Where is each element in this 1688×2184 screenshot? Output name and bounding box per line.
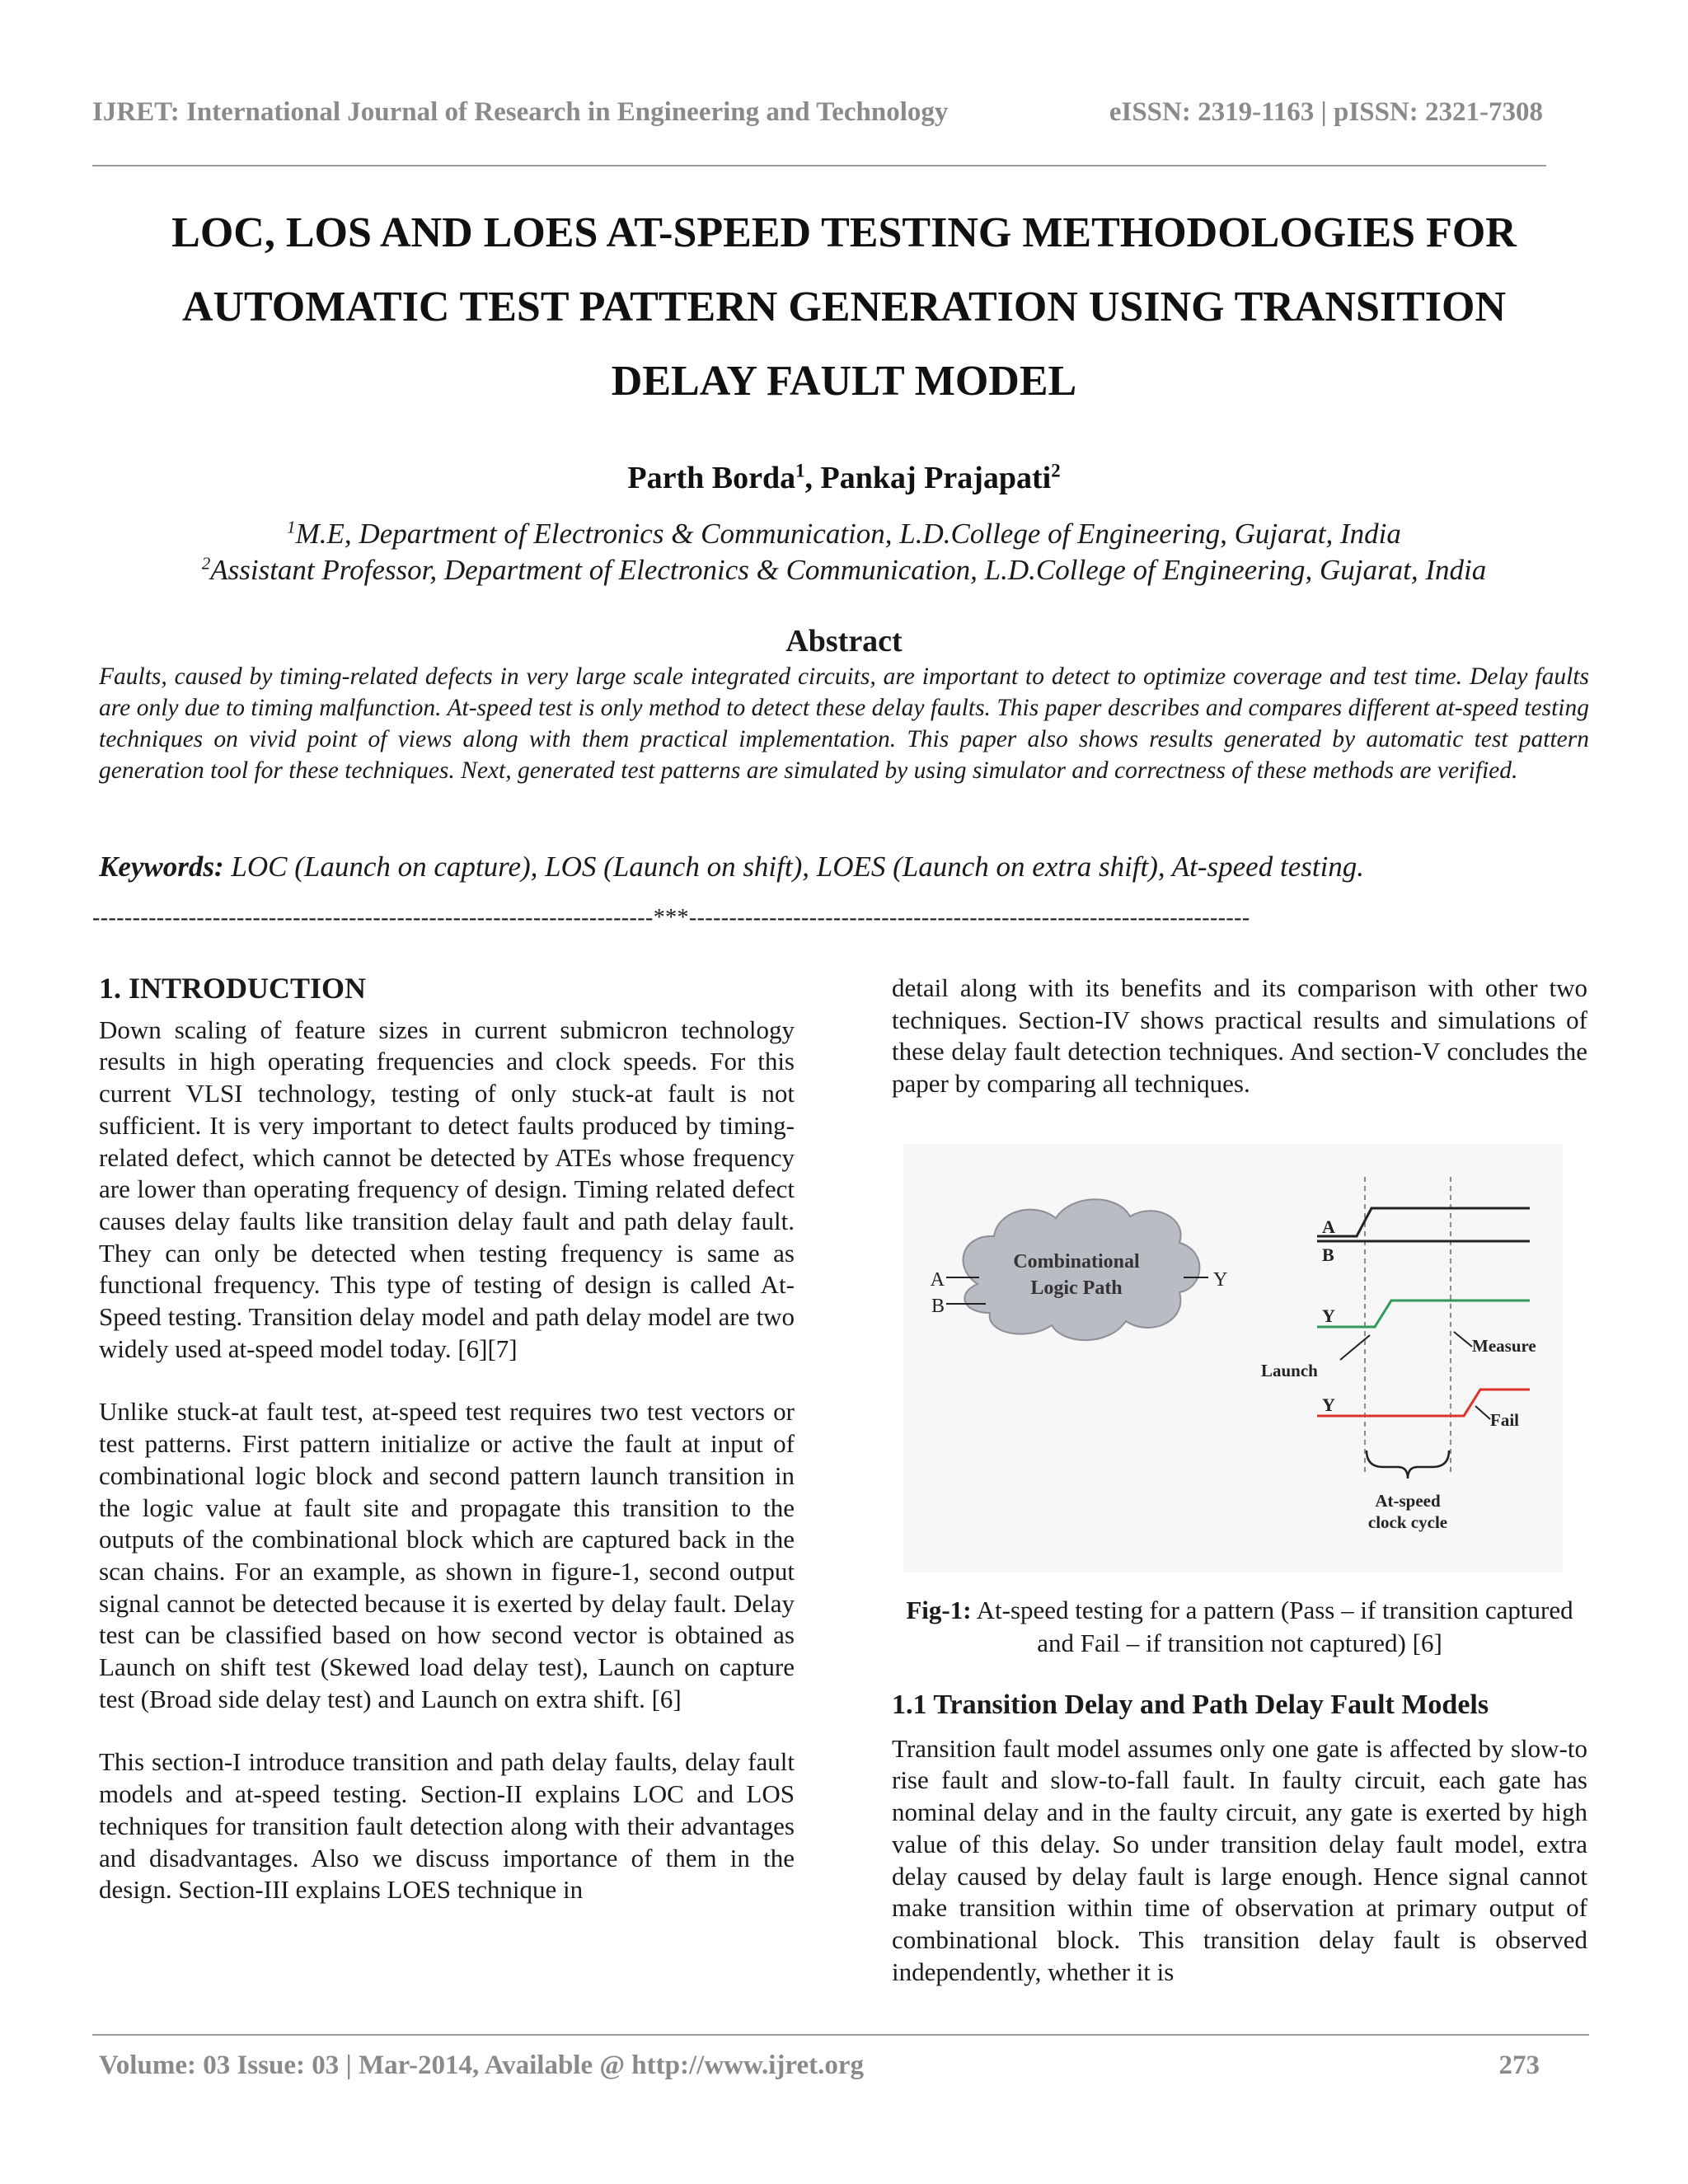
measure-arrow xyxy=(1454,1332,1472,1347)
right-column-bottom xyxy=(892,1690,1587,2019)
author-name: Parth Borda xyxy=(627,461,796,495)
wave-y-pass xyxy=(1317,1301,1530,1327)
cloud-label: Logic Path xyxy=(1030,1277,1123,1299)
measure-label: Measure xyxy=(1472,1336,1536,1356)
fail-arrow xyxy=(1475,1406,1490,1419)
figure-diagram xyxy=(903,1144,1563,1572)
author-sup: 2 xyxy=(1051,460,1061,481)
paragraph: Transition fault model assumes only one gate is affected by slow-to rise fault and slow-to-fall fault. In faulty circuit, each gate has nominal delay and in the faulty circuit, any gate is exerted by high value of this delay. So under transition delay fault model, extra delay caused by delay fault is large enough. Hence signal cannot make transition within time of observation at primary output of combinational block. This transition delay fault is observed independently, whether it is xyxy=(892,1733,1587,1986)
author-separator: , xyxy=(804,461,821,495)
output-y-label: Y xyxy=(1213,1269,1228,1291)
wave-y1-label: Y xyxy=(1322,1305,1335,1326)
launch-arrow xyxy=(1340,1335,1370,1360)
caption-label: Fig-1: xyxy=(906,1596,972,1624)
affiliation-text: M.E, Department of Electronics & Communication, L.D.College of Engineering, Gujarat, India xyxy=(295,518,1401,550)
wave-a-label: A xyxy=(1322,1216,1335,1237)
page-number: 273 xyxy=(1498,2050,1540,2080)
keywords-text: LOC (Launch on capture), LOS (Launch on shift), LOES (Launch on extra shift), At-speed testing. xyxy=(223,851,1365,883)
affiliations xyxy=(92,516,1596,588)
input-b-label: B xyxy=(931,1296,945,1317)
keywords xyxy=(99,851,1589,883)
figure-caption xyxy=(892,1594,1587,1660)
affiliation-text: Assistant Professor, Department of Electronics & Communication, L.D.College of Engineering, Gujarat, India xyxy=(210,554,1487,586)
affiliation-sup: 1 xyxy=(287,517,296,537)
author-list xyxy=(92,460,1596,496)
abstract-text: Faults, caused by timing-related defects in very large scale integrated circuits, are important to detect to optimize coverage and test time. Delay faults are only due to timing malfunction. At-speed test is only method to detect these delay faults. This paper describes and compares different at-speed testing techniques on vivid point of views along with them practical implementation. This paper also shows results generated by automatic test pattern generation tool for these techniques. Next, generated test patterns are simulated by using simulator and correctness of these methods are verified. xyxy=(99,663,1589,784)
journal-name: IJRET: International Journal of Research in Engineering and Technology xyxy=(92,97,949,127)
section-separator: ----------------------------------------------------------------------***---------------------------------------------------------------------- xyxy=(92,905,1250,930)
title-line: DELAY FAULT MODEL xyxy=(611,358,1077,405)
running-header xyxy=(92,97,1543,128)
subsection-heading: 1.1 Transition Delay and Path Delay Fault Models xyxy=(892,1690,1489,1720)
volume-info: Volume: 03 Issue: 03 | Mar-2014, Available @ http://www.ijret.org xyxy=(99,2050,864,2080)
abstract-heading: Abstract xyxy=(785,624,903,658)
title-line: AUTOMATIC TEST PATTERN GENERATION USING TRANSITION xyxy=(181,284,1507,330)
footer-rule xyxy=(92,2034,1589,2036)
fail-label: Fail xyxy=(1490,1410,1519,1430)
keywords-label: Keywords: xyxy=(99,851,224,883)
running-footer xyxy=(99,2050,1540,2081)
author-name: Pankaj Prajapati xyxy=(820,461,1052,495)
author-sup: 1 xyxy=(795,460,805,481)
wave-a xyxy=(1317,1208,1530,1236)
affiliation-line xyxy=(92,516,1596,552)
right-column-top xyxy=(892,972,1587,1132)
paragraph: detail along with its benefits and its comparison with other two techniques. Section-IV shows practical results and simulations of these delay fault detection techniques. And section-V concludes the paper by comparing all techniques. xyxy=(892,973,1587,1099)
left-column xyxy=(99,972,795,1938)
section-heading: 1. INTRODUCTION xyxy=(99,972,367,1005)
paper-title xyxy=(92,196,1596,419)
issn-numbers: eISSN: 2319-1163 | pISSN: 2321-7308 xyxy=(1109,97,1543,127)
affiliation-line xyxy=(92,552,1596,588)
paragraph: Unlike stuck-at fault test, at-speed test requires two test vectors or test patterns. First pattern initialize or active the fault at input of combinational logic block and second pattern launch transition in the logic value at fault site and propagate this transition to the outputs of the combinational block which are captured back in the scan chains. For an example, as shown in figure-1, second output signal cannot be detected because it is exerted by delay fault. Delay test can be classified based on how second vector is obtained as Launch on shift test (Skewed load delay test), Launch on capture test (Broad side delay test) and Launch on extra shift. [6] xyxy=(99,1397,795,1713)
paragraph: Down scaling of feature sizes in current submicron technology results in high operating frequencies and clock speeds. For this current VLSI technology, testing of only stuck-at fault is not sufficient. It is very important to detect faults produced by timing-related defect, which cannot be detected by ATEs whose frequency are lower than operating frequency of design. Timing related defect causes delay faults like transition delay fault and path delay fault. They can only be detected when testing frequency is same as functional frequency. This type of testing of design is called At-Speed testing. Transition delay model and path delay model are two widely used at-speed model today. [6][7] xyxy=(99,1015,795,1363)
wave-y2-label: Y xyxy=(1322,1394,1335,1415)
input-a-label: A xyxy=(930,1269,945,1291)
title-line: LOC, LOS AND LOES AT-SPEED TESTING METHODOLOGIES FOR xyxy=(171,209,1517,256)
figure-1 xyxy=(903,1144,1563,1572)
cloud-label: Combinational xyxy=(1013,1251,1140,1272)
header-rule xyxy=(92,165,1546,166)
affiliation-sup: 2 xyxy=(201,553,211,574)
launch-label: Launch xyxy=(1261,1361,1318,1380)
atspeed-label: At-speed xyxy=(1375,1491,1441,1511)
atspeed-label: clock cycle xyxy=(1367,1512,1448,1532)
wave-b-label: B xyxy=(1322,1244,1334,1265)
caption-text: At-speed testing for a pattern (Pass – if transition captured and Fail – if transition not captured) [6] xyxy=(971,1596,1573,1657)
clock-cycle-brace xyxy=(1367,1451,1449,1479)
paragraph: This section-I introduce transition and path delay faults, delay fault models and at-speed testing. Section-II explains LOC and LOS techniques for transition fault detection along with their advantages and disadvantages. Also we discuss importance of them in the design. Section-III explains LOES technique in xyxy=(99,1747,795,1905)
